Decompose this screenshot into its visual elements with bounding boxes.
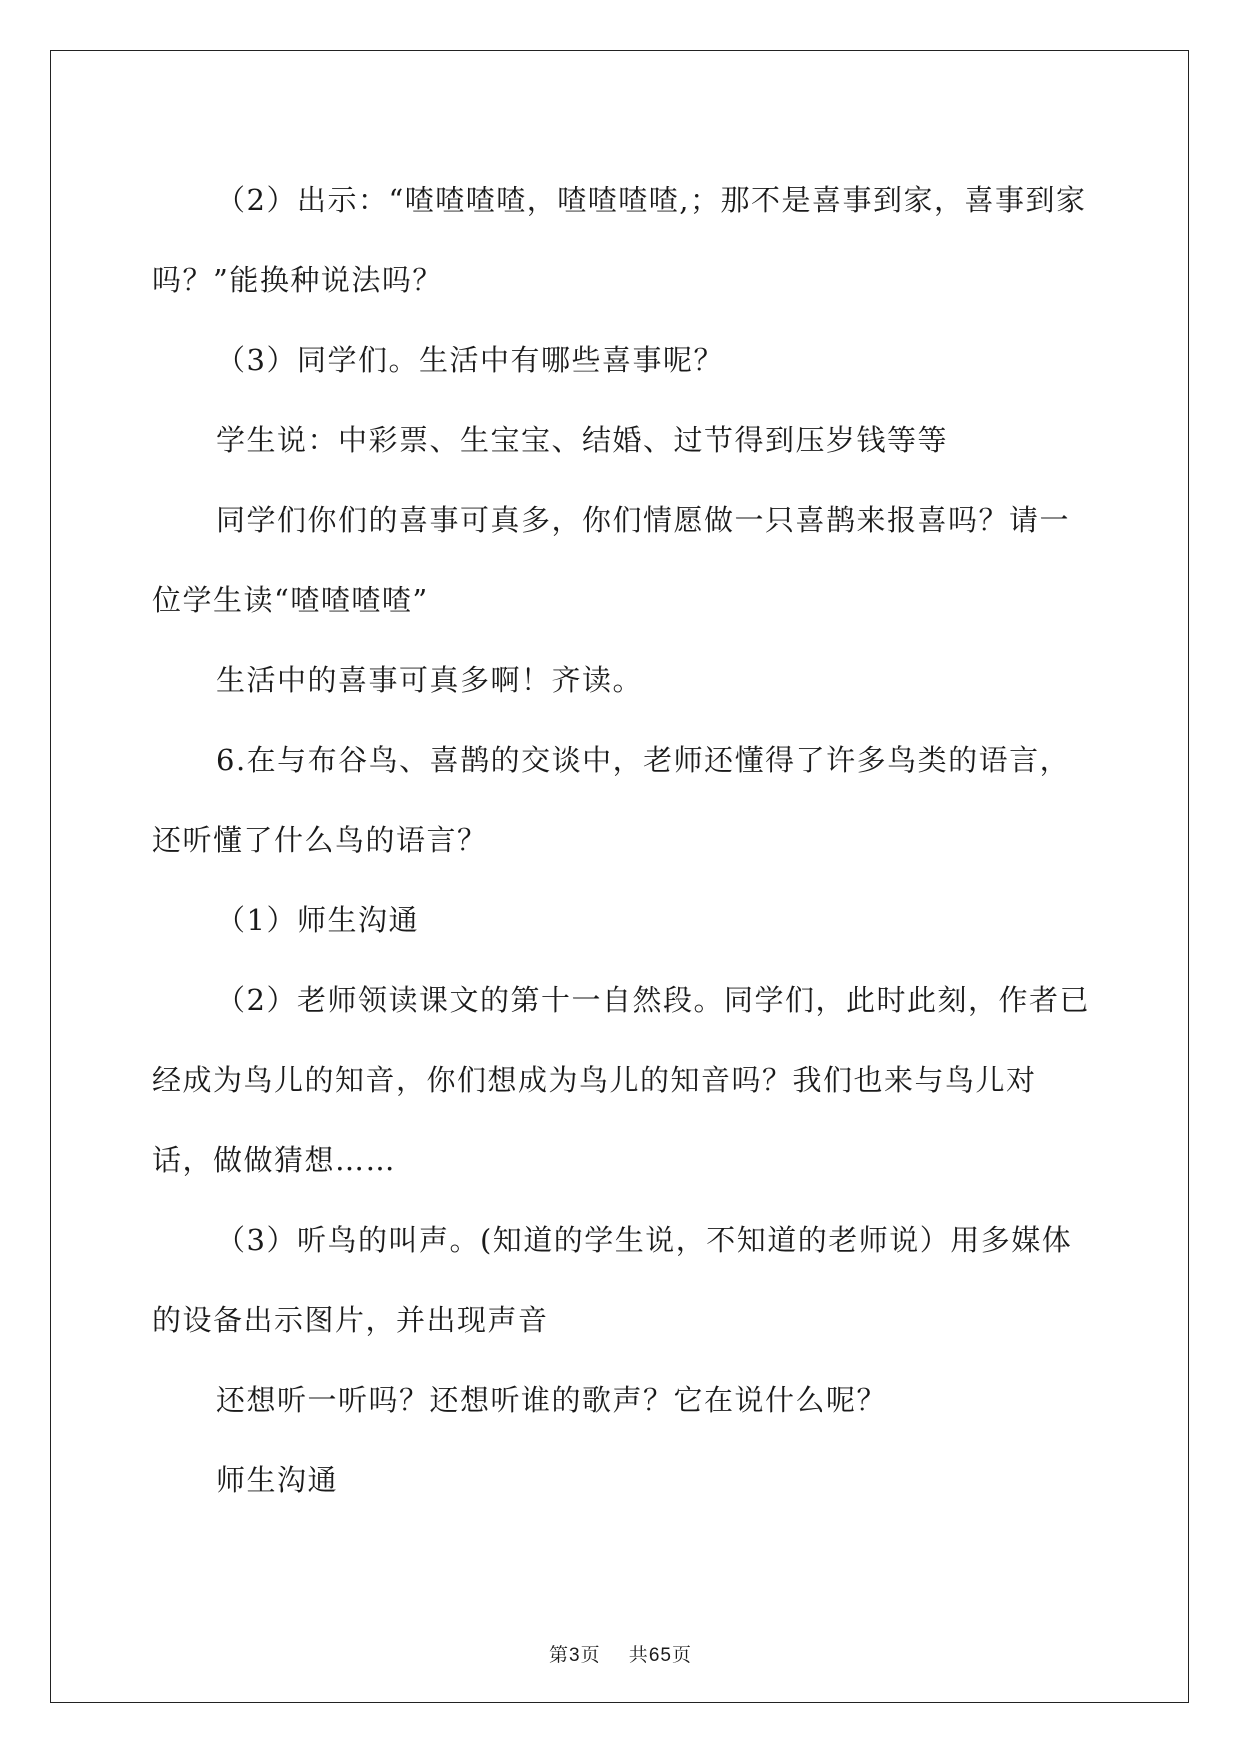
paragraph: 同学们你们的喜事可真多，你们情愿做一只喜鹊来报喜吗？请一位学生读“喳喳喳喳”	[152, 503, 1071, 617]
total-unit: 页	[671, 1644, 692, 1666]
current-page-number: 3	[569, 1645, 581, 1666]
page-prefix: 第	[549, 1644, 570, 1666]
paragraph: （2）出示：“喳喳喳喳，喳喳喳喳,；那不是喜事到家，喜事到家吗？”能换种说法吗？	[152, 183, 1087, 297]
paragraph: 生活中的喜事可真多啊！齐读。	[216, 663, 644, 697]
page-footer	[0, 1640, 1241, 1667]
document-body	[152, 160, 1092, 1520]
paragraph: （3）同学们。生活中有哪些喜事呢？	[216, 343, 724, 377]
paragraph: 师生沟通	[216, 1463, 339, 1497]
total-prefix: 共	[628, 1644, 649, 1666]
page-unit: 页	[580, 1644, 601, 1666]
paragraph: （3）听鸟的叫声。(知道的学生说，不知道的老师说）用多媒体的设备出示图片，并出现声音	[152, 1223, 1073, 1337]
total-page-count: 65	[648, 1645, 672, 1666]
paragraph: 6.在与布谷鸟、喜鹊的交谈中，老师还懂得了许多鸟类的语言，还听懂了什么鸟的语言？	[152, 743, 1071, 857]
paragraph: 还想听一听吗？还想听谁的歌声？它在说什么呢？	[216, 1383, 888, 1417]
paragraph: （2）老师领读课文的第十一自然段。同学们，此时此刻，作者已经成为鸟儿的知音，你们想成为鸟儿的知音吗？我们也来与鸟儿对话，做做猜想……	[152, 983, 1090, 1177]
paragraph: 学生说：中彩票、生宝宝、结婚、过节得到压岁钱等等	[216, 423, 949, 457]
paragraph: （1）师生沟通	[216, 903, 419, 937]
